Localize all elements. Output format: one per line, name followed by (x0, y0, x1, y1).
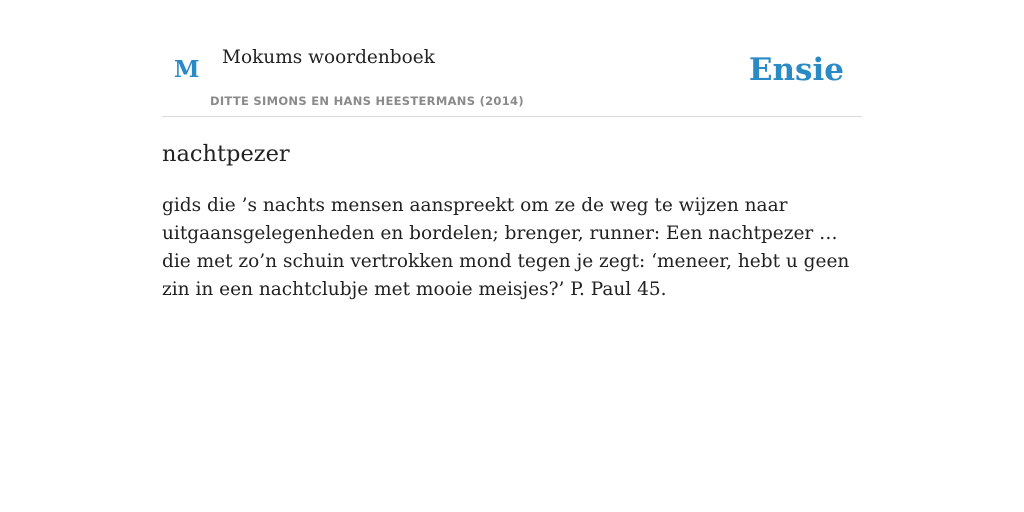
source-logo[interactable]: M (174, 56, 200, 83)
entry-headword: nachtpezer (162, 141, 290, 167)
entry-definition: gids die ’s nachts mensen aanspreekt om ze de weg te wijzen naar uitgaansgelegenheden en bordelen; brenger, runner: Een nachtpezer … die met zo’n schuin vertrokken mond tegen je zegt: ‘meneer, hebt u geen zin in een nachtclubje met mooie meisjes?’ P. Paul 45. (162, 195, 850, 300)
source-authors: DITTE SIMONS EN HANS HEESTERMANS (2014) (210, 94, 524, 108)
source-header (162, 0, 862, 117)
brand-logo-link[interactable]: Ensie (748, 52, 844, 88)
source-book-title-link[interactable]: Mokums woordenboek (222, 47, 435, 68)
